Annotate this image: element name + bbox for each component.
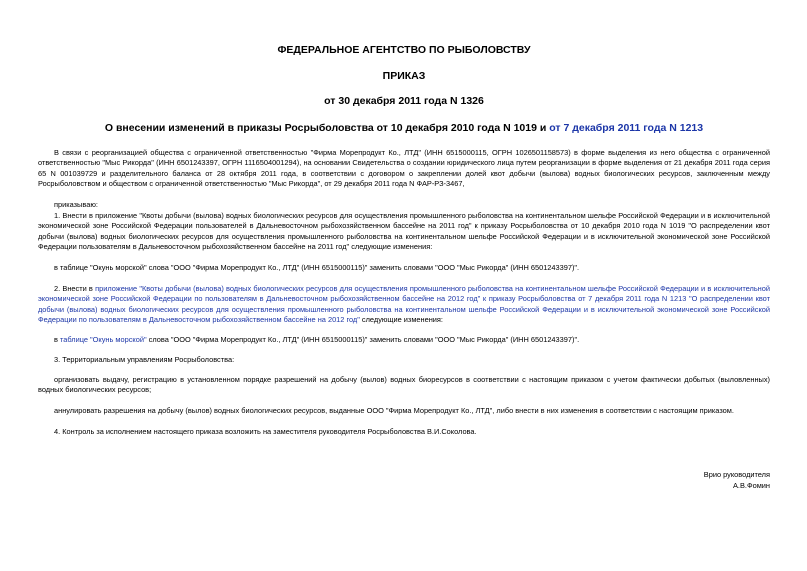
- signature-name: А.В.Фомин: [733, 481, 770, 490]
- item-3-paragraph: 3. Территориальным управлениям Росрыболовства:: [54, 355, 235, 364]
- intro-paragraph: В связи с реорганизацией общества с ограниченной ответственностью "Фирма Морепродукт Ко., ЛТД" (ИНН 6515000115, ОГРН 1026501158573) в форме выделения из него общества с ограниченной ответственностью "Мыс Рикорда" (ИНН 6501243397, ОГРН 1116504001294), на основании Свидетельства о создании юридического лица путем реорганизации в форме выделения от 21 декабря 2011 года серия 65 N 001039729 и разделительного баланса от 28 октября 2011 года, в соответствии с договором о закреплении долей квот добычи (вылова) водных биологических ресурсов, заключенным между Росрыболовством и обществом с ограниченной ответственностью "Мыс Рикорда", от 29 декабря 2011 года N ФАР-РЗ-3467,: [38, 148, 770, 189]
- item-3a-paragraph: организовать выдачу, регистрацию в установленном порядке разрешений на добычу (вылов) водных биоресурсов в соответствии с настоящим приказом с учетом фактически добытых (выловленных) водных биологических ресурсов;: [38, 375, 770, 395]
- item-3b-paragraph: аннулировать разрешения на добычу (вылов) водных биологических ресурсов, выданные ООО "Фирма Морепродукт Ко., ЛТД", либо внести в них изменения в соответствии с настоящим приказом.: [54, 406, 734, 415]
- item-1-sub-paragraph: в таблице "Окунь морской" слова "ООО "Фирма Морепродукт Ко., ЛТД" (ИНН 6515000115)" заменить словами "ООО "Мыс Рикорда" (ИНН 6501243397)".: [54, 263, 580, 272]
- document-date: от 30 декабря 2011 года N 1326: [324, 95, 484, 107]
- item-2-start: 2. Внести в: [54, 284, 96, 293]
- item-2-appendix-link[interactable]: приложение "Квоты добычи (вылова) водных биологических ресурсов для осуществления промышленного рыболовства на континентальном шельфе Российской Федерации и в исключительной экономической зоне Российской Федерации по пользователям в Дальневосточном рыбохозяйственном бассейне на 2012 год" к приказу Росрыболовства от 7 декабря 2011 года N 1213 "О распределении квот добычи (вылова) водных биологических ресурсов для осуществления промышленного рыболовства на континентальном шельфе Российской Федерации и в исключительной экономической зоне Российской Федерации по пользователям в Дальневосточном рыбохозяйственном бассейне на 2012 год": [38, 284, 770, 325]
- document-type: ПРИКАЗ: [382, 70, 426, 82]
- document-subject: [38, 122, 770, 134]
- item-2-sub-start: в: [54, 335, 60, 344]
- item-2-sub-end: слова "ООО "Фирма Морепродукт Ко., ЛТД" (ИНН 6515000115)" заменить словами "ООО "Мыс Рикорда" (ИНН 6501243397)".: [146, 335, 580, 344]
- item-2-end: следующие изменения:: [359, 315, 443, 325]
- subject-order-link[interactable]: от 7 декабря 2011 года N 1213: [549, 122, 704, 134]
- signature-title: Врио руководителя: [703, 470, 770, 479]
- item-2-paragraph: [38, 284, 770, 326]
- item-1-paragraph: 1. Внести в приложение "Квоты добычи (вылова) водных биологических ресурсов для осуществления промышленного рыболовства на континентальном шельфе Российской Федерации и в исключительной экономической зоне Российской Федерации пользователей в Дальневосточном рыбохозяйственном бассейне на 2011 год" к приказу Росрыболовства от 10 декабря 2010 года N 1019 "О распределении квот добычи (вылова) водных биологических ресурсов для осуществления промышленного рыболовства на континентальном шельфе Российской Федерации и в исключительной экономической зоне Российской Федерации пользователям в Дальневосточном рыбохозяйственном бассейне на 2011 год" следующие изменения:: [38, 211, 770, 252]
- signature-block: [570, 469, 770, 491]
- order-word: приказываю:: [54, 200, 98, 209]
- item-4-paragraph: 4. Контроль за исполнением настоящего приказа возложить на заместителя руководителя Росрыболовства В.И.Соколова.: [54, 427, 477, 436]
- agency-heading: ФЕДЕРАЛЬНОЕ АГЕНТСТВО ПО РЫБОЛОВСТВУ: [277, 44, 531, 56]
- item-2-sub-paragraph: [38, 335, 770, 345]
- table-perch-link[interactable]: таблице "Окунь морской": [59, 335, 147, 344]
- subject-text: О внесении изменений в приказы Росрыболовства от 10 декабря 2010 года N 1019 и: [104, 122, 550, 134]
